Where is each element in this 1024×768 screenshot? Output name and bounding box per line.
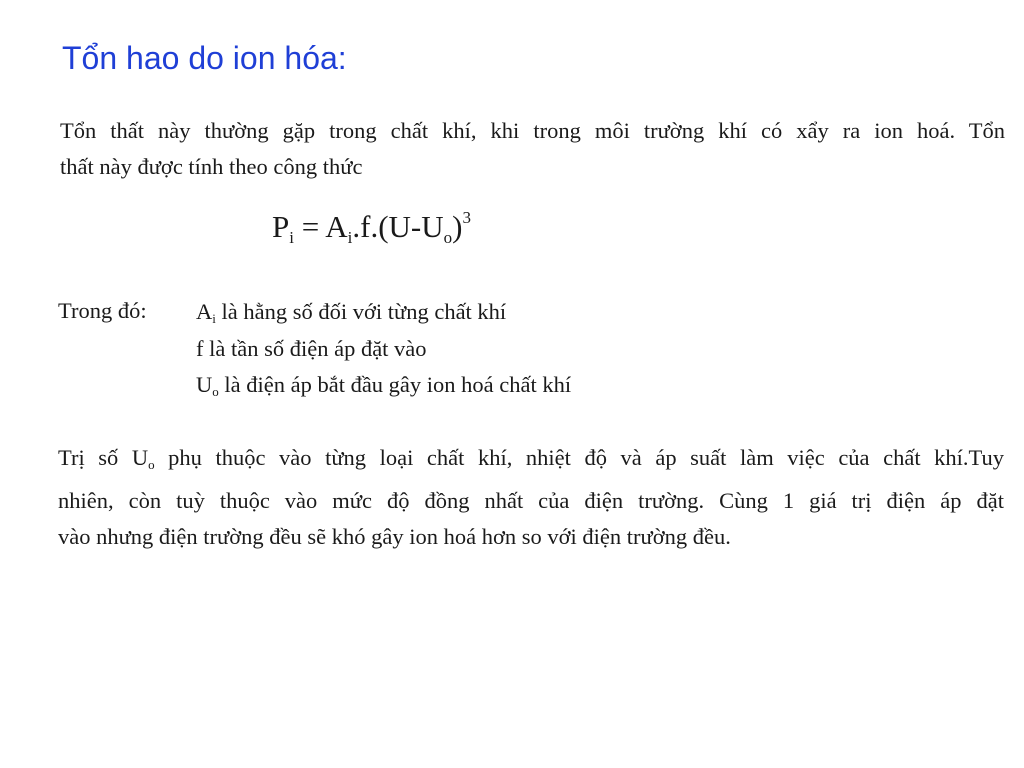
second-paragraph (58, 440, 1004, 555)
slide-title: Tổn hao do ion hóa: (62, 40, 347, 76)
line1-subscript: o (148, 457, 155, 472)
intro-line-2: thất này được tính theo công thức (60, 154, 363, 179)
formula-close: ) (452, 209, 463, 244)
formula-lhs-subscript: i (289, 228, 294, 247)
where-item-a (196, 299, 506, 327)
formula-lhs-symbol: P (272, 209, 290, 244)
formula-middle: .f.(U-U (352, 209, 444, 244)
where-item-a-symbol: A (196, 299, 213, 324)
formula-a-symbol: A (325, 209, 348, 244)
line1-after: phụ thuộc vào từng loại chất khí, nhiệt độ và áp suất làm việc của chất khí.Tuy (154, 445, 1004, 470)
intro-line-1: Tổn thất này thường gặp trong chất khí, khi trong môi trường khí có xẩy ra ion hoá. Tổn (60, 118, 1005, 143)
formula (272, 208, 471, 248)
second-paragraph-line-3: vào nhưng điện trường đều sẽ khó gây ion hoá hơn so với điện trường đều. (58, 524, 731, 549)
where-item-a-text: là hằng số đối với từng chất khí (215, 299, 507, 324)
second-paragraph-line-1 (58, 440, 1004, 483)
where-item-u-subscript: o (212, 384, 219, 399)
line1-before: Trị số U (58, 445, 149, 470)
formula-equals: = (293, 209, 326, 244)
formula-exponent: 3 (462, 208, 471, 227)
where-item-u-symbol: U (196, 372, 213, 397)
intro-paragraph (60, 113, 1005, 185)
formula-a-subscript: i (347, 228, 353, 247)
where-item-f: f là tần số điện áp đặt vào (196, 336, 427, 361)
where-item-a-subscript: i (212, 311, 216, 326)
where-item-u (196, 372, 571, 400)
where-label: Trong đó: (58, 298, 147, 323)
formula-u-subscript: o (443, 228, 453, 247)
second-paragraph-line-2: nhiên, còn tuỳ thuộc vào mức độ đồng nhất của điện trường. Cùng 1 giá trị điện áp đặt (58, 488, 1004, 513)
where-item-u-text: là điện áp bắt đầu gây ion hoá chất khí (218, 372, 572, 397)
